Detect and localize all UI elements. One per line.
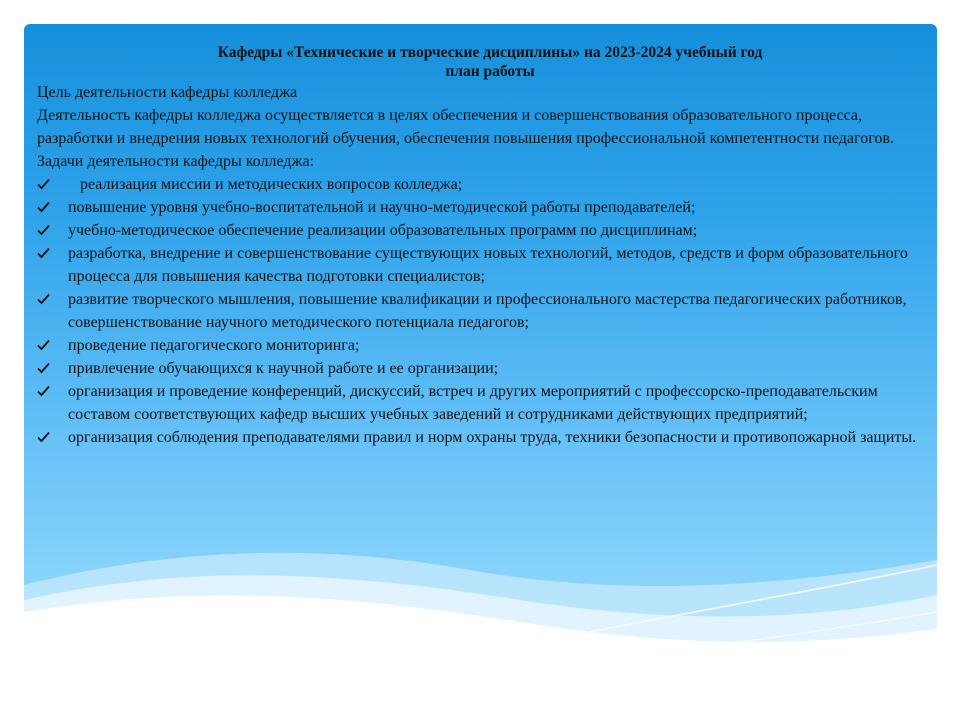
task-text: привлечение обучающихся к научной работе и ее организации; — [68, 360, 499, 377]
task-list — [37, 173, 927, 449]
checkmark-icon — [37, 380, 51, 397]
task-item — [37, 173, 927, 196]
task-item — [37, 380, 927, 426]
task-text: повышение уровня учебно-воспитательной и научно-методической работы преподавателей; — [68, 199, 696, 216]
task-text: учебно-методическое обеспечение реализации образовательных программ по дисциплинам; — [68, 222, 698, 239]
checkmark-icon — [37, 288, 51, 305]
task-text: развитие творческого мышления, повышение квалификации и профессионального мастерства педагогических работников, совершенствование научного методического потенциала педагогов; — [68, 291, 907, 331]
goal-heading: Цель деятельности кафедры колледжа — [37, 84, 298, 101]
task-text: организация и проведение конференций, дискуссий, встреч и других мероприятий с профессорско-преподавательским составом соответствующих кафедр высших учебных заведений и сотрудниками действующих предприятий; — [68, 383, 878, 423]
task-item — [37, 242, 927, 288]
task-item — [37, 426, 927, 449]
task-text: разработка, внедрение и совершенствование существующих новых технологий, методов, средств и форм образовательного процесса для повышения качества подготовки специалистов; — [68, 245, 908, 285]
tasks-heading: Задачи деятельности кафедры колледжа: — [37, 153, 315, 170]
task-text: организация соблюдения преподавателями правил и норм охраны труда, техники безопасности и противопожарной защиты. — [68, 429, 917, 446]
task-item — [37, 357, 927, 380]
task-item — [37, 334, 927, 357]
checkmark-icon — [37, 242, 51, 259]
checkmark-icon — [37, 219, 51, 236]
title-line-1: Кафедры «Технические и творческие дисциплины» на 2023-2024 учебный год — [217, 44, 763, 61]
checkmark-icon — [37, 426, 51, 443]
checkmark-icon — [37, 334, 51, 351]
task-item — [37, 196, 927, 219]
task-item — [37, 288, 927, 334]
task-item — [37, 219, 927, 242]
checkmark-icon — [37, 173, 51, 190]
content — [37, 43, 927, 449]
checkmark-icon — [37, 357, 51, 374]
slide-title — [37, 43, 927, 81]
checkmark-icon — [37, 196, 51, 213]
task-text: проведение педагогического мониторинга; — [68, 337, 360, 354]
goal-text: Деятельность кафедры колледжа осуществляется в целях обеспечения и совершенствования образовательного процесса, разработки и внедрения новых технологий обучения, обеспечения повышения профессиональной компетентности педагогов. — [37, 107, 894, 147]
task-text: реализация миссии и методических вопросов колледжа; — [68, 176, 463, 193]
title-line-2: план работы — [445, 63, 535, 80]
